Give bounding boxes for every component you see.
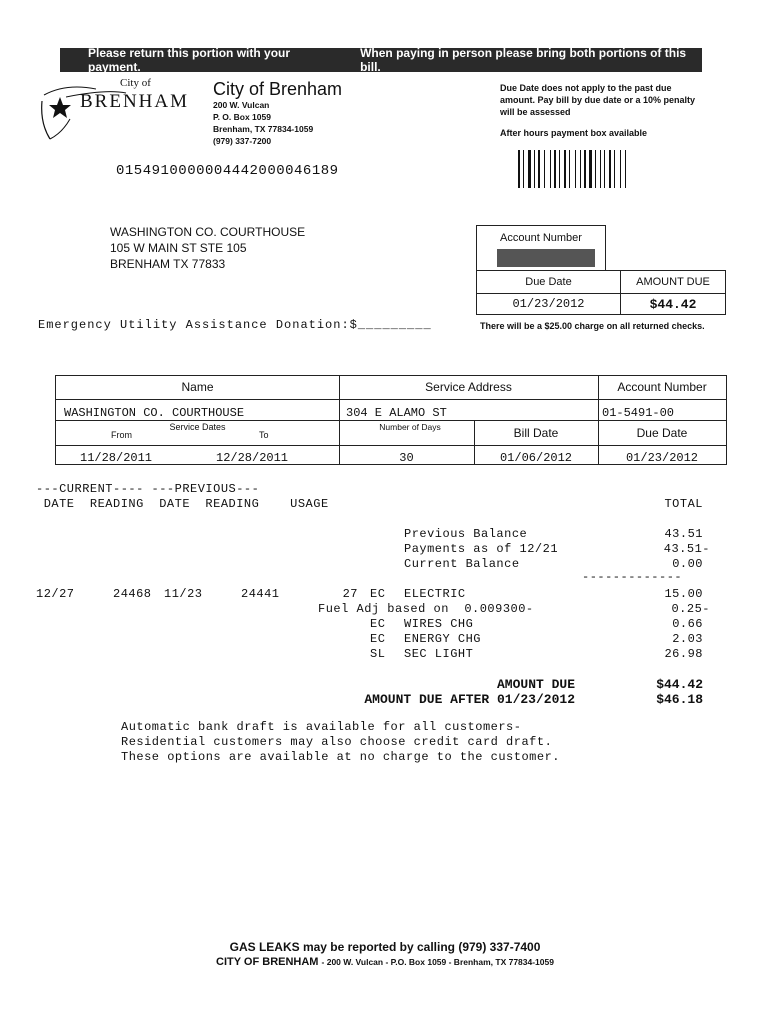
- barcode-bar: [614, 150, 615, 188]
- recipient-line: BRENHAM TX 77833: [110, 257, 226, 271]
- redacted-account-number: [497, 249, 595, 267]
- barcode-bar: [538, 150, 540, 188]
- city-address-line: 200 W. Vulcan: [213, 100, 270, 110]
- city-phone: (979) 337-7200: [213, 136, 272, 146]
- amount-due-label-cell: [620, 270, 726, 294]
- value-name: WASHINGTON CO. COURTHOUSE: [64, 406, 245, 420]
- reading-previous-value: 24441: [241, 587, 280, 601]
- recipient-address: [110, 224, 305, 272]
- summary-label: Current Balance: [404, 557, 520, 571]
- summary-divider: -------------: [582, 570, 683, 584]
- due-date-value-cell: [476, 293, 621, 315]
- header-due-date: Due Date: [636, 426, 688, 440]
- value-bill-date: 01/06/2012: [499, 451, 572, 465]
- reading-previous-date: 11/23: [164, 587, 203, 601]
- account-number-label: Account Number: [500, 232, 582, 244]
- logo-swoosh-icon: [66, 89, 176, 99]
- summary-amount: 43.51-: [663, 542, 710, 556]
- header-account-number: Account Number: [617, 380, 707, 394]
- reading-current-value: 24468: [113, 587, 152, 601]
- footer-city: CITY OF BRENHAM: [216, 956, 319, 968]
- charge-description: ENERGY CHG: [404, 632, 482, 646]
- remittance-banner: [60, 48, 702, 72]
- barcode-bar: [518, 150, 520, 188]
- barcode-bar: [564, 150, 566, 188]
- barcode-bar: [584, 150, 586, 188]
- barcode-bar: [528, 150, 531, 188]
- total-amount-due-label: AMOUNT DUE: [496, 677, 575, 692]
- header-service-dates: Service Dates: [169, 422, 226, 432]
- barcode-bar: [625, 150, 626, 188]
- charge-amount: 26.98: [664, 647, 703, 661]
- due-date-label-cell: [476, 270, 621, 294]
- barcode-bar: [544, 150, 545, 188]
- due-date-label: Due Date: [525, 276, 572, 288]
- amount-due-label: AMOUNT DUE: [636, 276, 710, 288]
- value-service-address: 304 E ALAMO ST: [346, 406, 447, 420]
- account-table: [55, 375, 727, 465]
- barcode-bar: [589, 150, 592, 188]
- amount-after-due-label: AMOUNT DUE AFTER 01/23/2012: [364, 692, 575, 707]
- detail-header-columns: DATE READING DATE READING USAGE: [36, 497, 329, 511]
- reading-current-date: 12/27: [36, 587, 75, 601]
- recipient-line: WASHINGTON CO. COURTHOUSE: [110, 225, 306, 239]
- detail-header-current-previous: ---CURRENT---- ---PREVIOUS---: [36, 482, 260, 496]
- barcode-bar: [523, 150, 524, 188]
- summary-amount: 43.51: [664, 527, 703, 541]
- value-account-number: 01-5491-00: [602, 406, 675, 420]
- header-name: Name: [181, 380, 214, 394]
- detail-header-total: TOTAL: [664, 497, 703, 511]
- banner-return-text: Please return this portion with your payment.: [88, 46, 291, 74]
- charge-description: Fuel Adj based on 0.009300-: [318, 602, 534, 616]
- charge-description: SEC LIGHT: [404, 647, 474, 661]
- emergency-donation-line[interactable]: Emergency Utility Assistance Donation:$_________: [38, 318, 432, 332]
- charge-code: SL: [370, 647, 386, 661]
- city-address-line: P. O. Box 1059: [213, 112, 271, 122]
- barcode-bar: [569, 150, 570, 188]
- footer-city-address: - 200 W. Vulcan - P.O. Box 1059 - Brenham, TX 77834-1059: [321, 957, 554, 967]
- due-date-note: Due Date does not apply to the past due amount. Pay bill by due date or a 10% penalty will be assessed: [500, 83, 696, 117]
- barcode-bar: [609, 150, 611, 188]
- city-name: City of Brenham: [213, 79, 343, 99]
- value-to: 12/28/2011: [216, 451, 289, 465]
- message-line: These options are available at no charge to the customer.: [121, 750, 560, 764]
- amount-after-due: $46.18: [656, 692, 703, 707]
- header-bill-date: Bill Date: [513, 426, 559, 440]
- barcode-bar: [600, 150, 601, 188]
- summary-label: Payments as of 12/21: [404, 542, 559, 556]
- barcode-bar: [604, 150, 605, 188]
- charge-code: EC: [370, 617, 386, 631]
- banner-in-person-text: When paying in person please bring both portions of this bill.: [360, 46, 687, 74]
- barcode-bar: [559, 150, 560, 188]
- value-days: 30: [399, 451, 414, 465]
- barcode-bar: [595, 150, 596, 188]
- recipient-line: 105 W MAIN ST STE 105: [110, 241, 247, 255]
- city-logo: [36, 75, 190, 145]
- logo-city-of: City of: [120, 77, 151, 89]
- summary-amount: 0.00: [672, 557, 703, 571]
- reading-amount: 15.00: [664, 587, 703, 601]
- barcode-bar: [575, 150, 576, 188]
- message-line: Residential customers may also choose credit card draft.: [121, 735, 553, 749]
- logo-name: BRENHAM: [80, 91, 190, 112]
- charge-code: EC: [370, 632, 386, 646]
- header-service-address: Service Address: [425, 380, 512, 394]
- value-due-date: 01/23/2012: [625, 451, 698, 465]
- amount-due-value: $44.42: [649, 296, 697, 312]
- due-date-value: 01/23/2012: [512, 297, 585, 311]
- reading-usage: 27: [342, 587, 358, 601]
- barcode-bar: [534, 150, 535, 188]
- charge-amount: 0.25-: [671, 602, 710, 616]
- footer-address: [0, 956, 770, 968]
- charge-description: WIRES CHG: [404, 617, 474, 631]
- header-to: To: [259, 430, 269, 440]
- charge-amount: 2.03: [672, 632, 703, 646]
- city-address: [213, 99, 313, 147]
- returned-checks-note: There will be a $25.00 charge on all returned checks.: [480, 321, 705, 331]
- total-amount-due: $44.42: [656, 677, 703, 692]
- barcode-bar: [550, 150, 551, 188]
- charge-amount: 0.66: [672, 617, 703, 631]
- barcode-bar: [620, 150, 621, 188]
- after-hours-note: After hours payment box available: [500, 128, 648, 138]
- value-from: 11/28/2011: [80, 451, 153, 465]
- barcode-bar: [554, 150, 556, 188]
- header-days: Number of Days: [379, 422, 441, 432]
- reading-code: EC: [370, 587, 386, 601]
- scanline-number: 0154910000004442000046189: [116, 163, 339, 179]
- amount-due-value-cell: [620, 293, 726, 315]
- barcode-icon: [518, 150, 662, 188]
- message-line: Automatic bank draft is available for all customers-: [121, 720, 522, 734]
- reading-description: ELECTRIC: [404, 587, 466, 601]
- header-from: From: [111, 430, 132, 440]
- summary-label: Previous Balance: [404, 527, 528, 541]
- city-address-line: Brenham, TX 77834-1059: [213, 124, 314, 134]
- barcode-bar: [580, 150, 581, 188]
- gas-leak-notice: GAS LEAKS may be reported by calling (979) 337-7400: [229, 940, 541, 954]
